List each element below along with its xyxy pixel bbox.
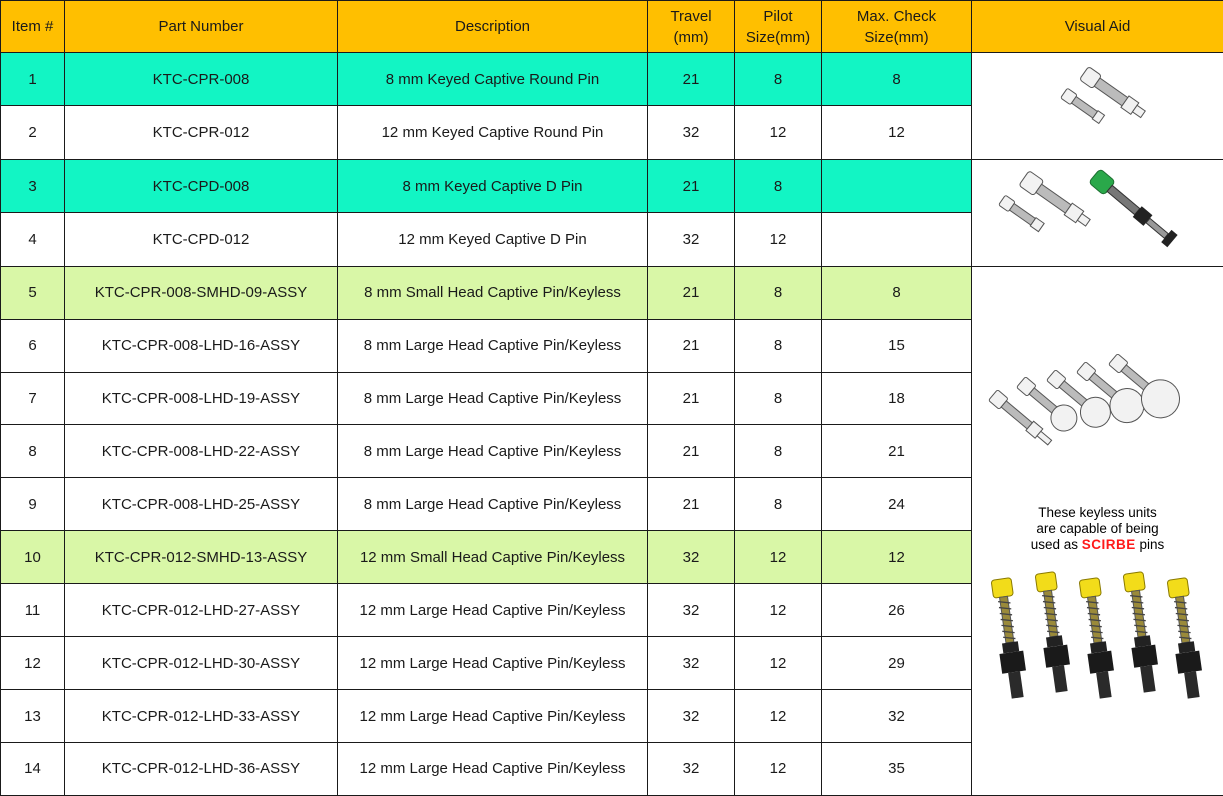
cell-pilot-size: 12 <box>735 213 822 266</box>
cell-part-number: KTC-CPR-012-SMHD-13-ASSY <box>65 531 338 584</box>
cell-travel: 21 <box>648 53 735 106</box>
cell-item: 1 <box>1 53 65 106</box>
cell-pilot-size: 12 <box>735 637 822 690</box>
cell-max-check: 35 <box>822 742 972 795</box>
table-row <box>1 53 1223 106</box>
cell-item: 11 <box>1 584 65 637</box>
round-captive-pins-drawing <box>972 53 1222 157</box>
cell-max-check: 24 <box>822 478 972 531</box>
keyless-note: These keyless units are capable of being used as SCIRBE pins <box>1030 504 1165 552</box>
cell-max-check: 32 <box>822 690 972 743</box>
cell-description: 8 mm Large Head Captive Pin/Keyless <box>338 372 648 425</box>
cell-travel: 21 <box>648 266 735 319</box>
keyless-large-head-pins-drawing <box>973 267 1223 507</box>
cell-travel: 32 <box>648 742 735 795</box>
scribe-label: SCIRBE <box>1081 536 1136 552</box>
cell-travel: 32 <box>648 690 735 743</box>
cell-pilot-size: 8 <box>735 319 822 372</box>
header-travel: Travel (mm) <box>648 1 735 53</box>
header-row <box>1 1 1223 53</box>
cell-max-check: 12 <box>822 106 972 159</box>
cell-item: 13 <box>1 690 65 743</box>
cell-travel: 21 <box>648 478 735 531</box>
scribe-pin <box>989 577 1029 699</box>
cell-max-check: 29 <box>822 637 972 690</box>
header-max-check: Max. Check Size(mm) <box>822 1 972 53</box>
cell-max-check: 15 <box>822 319 972 372</box>
cell-description: 12 mm Small Head Captive Pin/Keyless <box>338 531 648 584</box>
d-pins-visual <box>972 160 1223 266</box>
cell-max-check: 12 <box>822 531 972 584</box>
cell-part-number: KTC-CPR-008-LHD-25-ASSY <box>65 478 338 531</box>
cell-item: 3 <box>1 159 65 212</box>
cell-part-number: KTC-CPD-012 <box>65 213 338 266</box>
cell-max-check: 18 <box>822 372 972 425</box>
cell-pilot-size: 8 <box>735 266 822 319</box>
cell-travel: 21 <box>648 159 735 212</box>
cell-description: 12 mm Large Head Captive Pin/Keyless <box>338 584 648 637</box>
table-row <box>1 159 1223 212</box>
cell-description: 12 mm Keyed Captive D Pin <box>338 213 648 266</box>
keyless-pins-visual <box>972 267 1223 795</box>
cell-pilot-size: 12 <box>735 742 822 795</box>
table-row <box>1 266 1223 319</box>
cell-part-number: KTC-CPR-012-LHD-36-ASSY <box>65 742 338 795</box>
cell-description: 12 mm Large Head Captive Pin/Keyless <box>338 690 648 743</box>
scribe-pin <box>1077 577 1117 699</box>
cell-travel: 32 <box>648 106 735 159</box>
cell-pilot-size: 12 <box>735 106 822 159</box>
cell-item: 12 <box>1 637 65 690</box>
cell-part-number: KTC-CPR-012 <box>65 106 338 159</box>
cell-travel: 21 <box>648 425 735 478</box>
cell-item: 2 <box>1 106 65 159</box>
cell-part-number: KTC-CPR-008-LHD-19-ASSY <box>65 372 338 425</box>
cell-description: 12 mm Keyed Captive Round Pin <box>338 106 648 159</box>
cell-part-number: KTC-CPR-008 <box>65 53 338 106</box>
scribe-pin <box>1033 571 1073 693</box>
cell-visual-aid <box>972 53 1223 160</box>
cell-travel: 32 <box>648 637 735 690</box>
cell-pilot-size: 12 <box>735 584 822 637</box>
cell-description: 8 mm Small Head Captive Pin/Keyless <box>338 266 648 319</box>
d-captive-pins-drawing <box>972 160 1222 264</box>
cell-description: 8 mm Keyed Captive D Pin <box>338 159 648 212</box>
header-description: Description <box>338 1 648 53</box>
cell-travel: 21 <box>648 372 735 425</box>
round-pins-visual <box>972 53 1223 159</box>
cell-description: 12 mm Large Head Captive Pin/Keyless <box>338 637 648 690</box>
cell-part-number: KTC-CPD-008 <box>65 159 338 212</box>
header-pilot: Pilot Size(mm) <box>735 1 822 53</box>
cell-item: 7 <box>1 372 65 425</box>
cell-travel: 32 <box>648 213 735 266</box>
cell-description: 8 mm Large Head Captive Pin/Keyless <box>338 425 648 478</box>
cell-item: 4 <box>1 213 65 266</box>
cell-pilot-size: 8 <box>735 425 822 478</box>
cell-max-check: 26 <box>822 584 972 637</box>
cell-item: 8 <box>1 425 65 478</box>
cell-part-number: KTC-CPR-012-LHD-33-ASSY <box>65 690 338 743</box>
cell-item: 14 <box>1 742 65 795</box>
cell-visual-aid <box>972 266 1223 795</box>
cell-part-number: KTC-CPR-008-LHD-22-ASSY <box>65 425 338 478</box>
cell-max-check <box>822 159 972 212</box>
cell-pilot-size: 8 <box>735 478 822 531</box>
cell-item: 6 <box>1 319 65 372</box>
cell-travel: 32 <box>648 584 735 637</box>
cell-pilot-size: 12 <box>735 690 822 743</box>
cell-part-number: KTC-CPR-008-SMHD-09-ASSY <box>65 266 338 319</box>
header-visual-aid: Visual Aid <box>972 1 1223 53</box>
scribe-pin <box>1121 571 1161 693</box>
cell-max-check: 8 <box>822 266 972 319</box>
header-item: Item # <box>1 1 65 53</box>
cell-item: 5 <box>1 266 65 319</box>
cell-description: 8 mm Large Head Captive Pin/Keyless <box>338 478 648 531</box>
cell-pilot-size: 12 <box>735 531 822 584</box>
yellow-scribe-pins-photo <box>973 561 1223 731</box>
cell-description: 8 mm Keyed Captive Round Pin <box>338 53 648 106</box>
cell-max-check <box>822 213 972 266</box>
cell-description: 12 mm Large Head Captive Pin/Keyless <box>338 742 648 795</box>
cell-travel: 32 <box>648 531 735 584</box>
cell-pilot-size: 8 <box>735 53 822 106</box>
cell-part-number: KTC-CPR-008-LHD-16-ASSY <box>65 319 338 372</box>
scribe-pin <box>1165 577 1205 699</box>
cell-description: 8 mm Large Head Captive Pin/Keyless <box>338 319 648 372</box>
cell-part-number: KTC-CPR-012-LHD-30-ASSY <box>65 637 338 690</box>
cell-pilot-size: 8 <box>735 159 822 212</box>
cell-item: 9 <box>1 478 65 531</box>
cell-item: 10 <box>1 531 65 584</box>
cell-visual-aid <box>972 159 1223 266</box>
cell-part-number: KTC-CPR-012-LHD-27-ASSY <box>65 584 338 637</box>
cell-max-check: 21 <box>822 425 972 478</box>
header-part-number: Part Number <box>65 1 338 53</box>
cell-pilot-size: 8 <box>735 372 822 425</box>
cell-travel: 21 <box>648 319 735 372</box>
cell-max-check: 8 <box>822 53 972 106</box>
